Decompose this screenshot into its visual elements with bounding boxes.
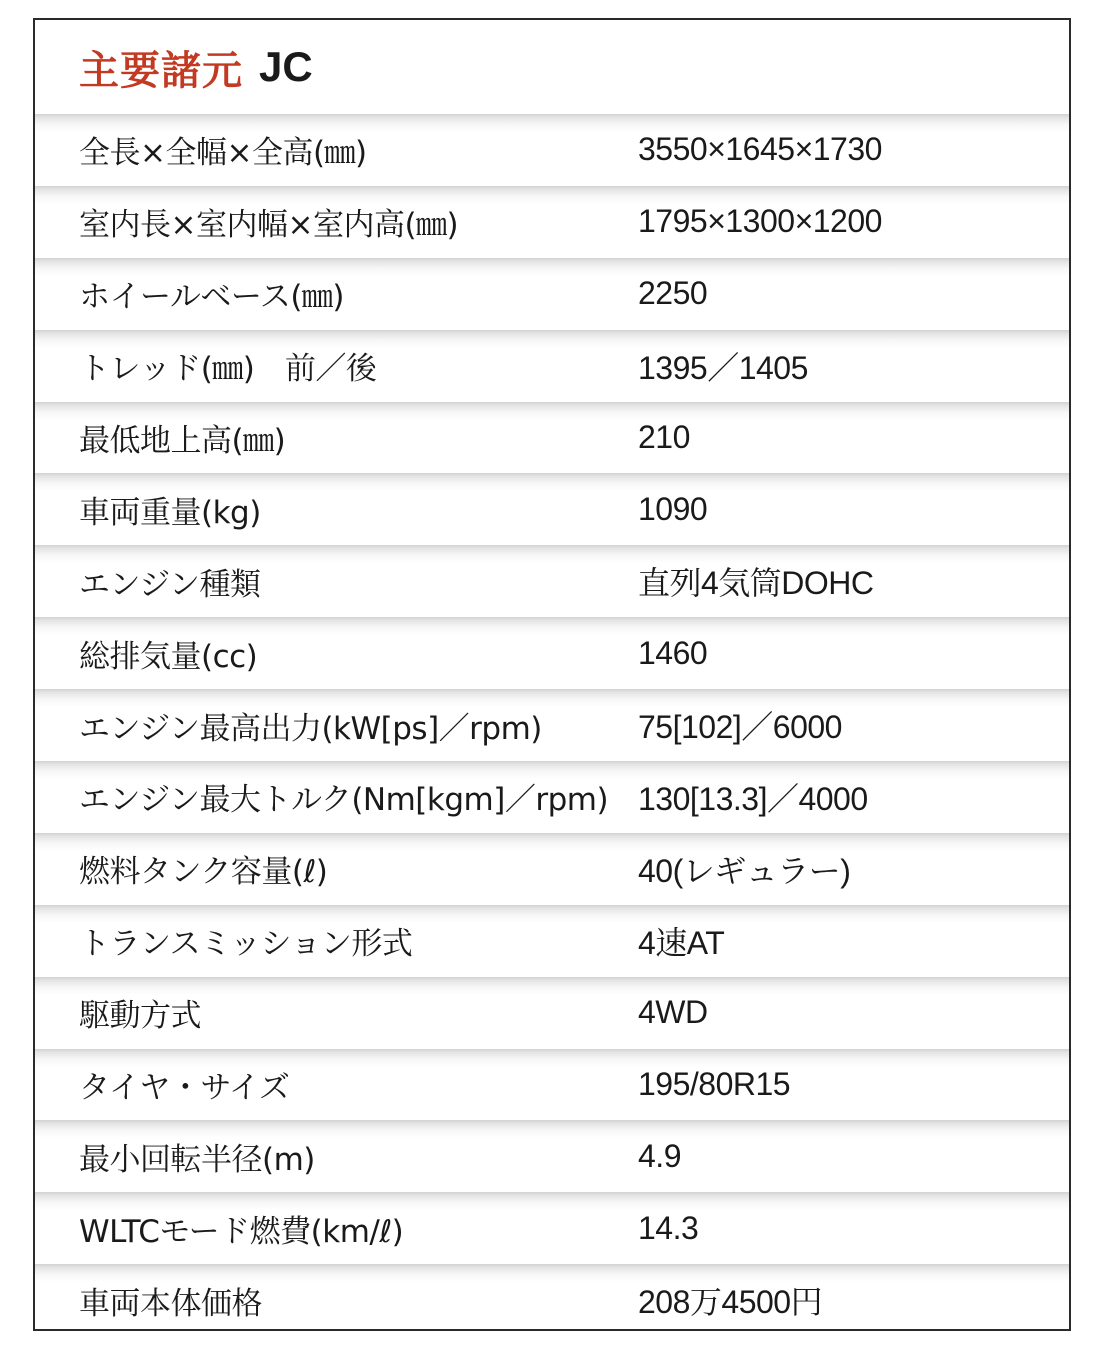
spec-row-fuel-tank [35, 833, 1069, 905]
spec-label: ホイールベース(㎜) [79, 279, 345, 316]
spec-table [33, 18, 1071, 1331]
spec-value: 75[102]／6000 [638, 709, 842, 746]
spec-row-turning-radius [35, 1120, 1069, 1192]
spec-label: タイヤ・サイズ [79, 1070, 290, 1107]
spec-label: 燃料タンク容量(ℓ) [79, 854, 328, 891]
spec-label: 車両本体価格 [79, 1285, 262, 1322]
spec-row-wheelbase [35, 258, 1069, 330]
spec-row-displacement [35, 617, 1069, 689]
spec-label: 車両重量(kg) [79, 494, 261, 531]
spec-label: 最低地上高(㎜) [79, 423, 286, 459]
spec-value: 4.9 [638, 1137, 681, 1174]
spec-value: 1090 [638, 490, 708, 527]
spec-row-tread [35, 330, 1069, 402]
spec-label: 最小回転半径(m) [79, 1141, 315, 1178]
spec-value: 210 [638, 419, 690, 455]
spec-value: 直列4気筒DOHC [638, 565, 874, 602]
spec-value: 208万4500円 [638, 1284, 823, 1321]
spec-row-max-power [35, 689, 1069, 761]
spec-row-ground-clearance [35, 402, 1069, 474]
spec-label: 全長×全幅×全高(㎜) [79, 135, 367, 172]
spec-label: トランスミッション形式 [79, 926, 413, 963]
spec-header [35, 20, 1069, 114]
spec-value: 40(レギュラー) [638, 852, 851, 889]
spec-row-fuel-economy [35, 1192, 1069, 1264]
spec-value: 1460 [638, 634, 708, 671]
spec-row-drive-system [35, 977, 1069, 1049]
spec-value: 4WD [638, 994, 708, 1031]
spec-row-tire-size [35, 1049, 1069, 1121]
spec-label: 総排気量(cc) [79, 638, 258, 675]
spec-label: 室内長×室内幅×室内高(㎜) [79, 207, 459, 244]
spec-label: エンジン種類 [79, 566, 261, 603]
spec-value: 14.3 [638, 1209, 699, 1246]
spec-row-interior-dimensions [35, 186, 1069, 258]
spec-value: 4速AT [638, 924, 725, 961]
spec-label: トレッド(㎜) 前／後 [79, 351, 377, 388]
spec-row-price [35, 1264, 1069, 1331]
spec-row-max-torque [35, 761, 1069, 833]
spec-row-engine-type [35, 545, 1069, 617]
spec-label: エンジン最大トルク(Nm[kgm]／rpm) [79, 782, 609, 819]
spec-value: 2250 [638, 275, 708, 312]
spec-row-overall-dimensions [35, 114, 1069, 186]
spec-row-transmission [35, 905, 1069, 977]
spec-value: 1795×1300×1200 [638, 203, 882, 240]
spec-row-vehicle-weight [35, 473, 1069, 545]
spec-value: 195/80R15 [638, 1066, 791, 1103]
spec-title: 主要諸元 [79, 47, 243, 94]
spec-value: 130[13.3]／4000 [638, 780, 868, 817]
spec-rows [35, 114, 1069, 1331]
spec-value: 3550×1645×1730 [638, 131, 882, 168]
spec-value: 1395／1405 [638, 349, 808, 386]
model-name: JC [259, 43, 313, 90]
spec-label: 駆動方式 [79, 998, 201, 1035]
spec-label: エンジン最高出力(kW[ps]／rpm) [79, 710, 542, 747]
spec-label: WLTCモード燃費(km/ℓ) [79, 1213, 404, 1250]
